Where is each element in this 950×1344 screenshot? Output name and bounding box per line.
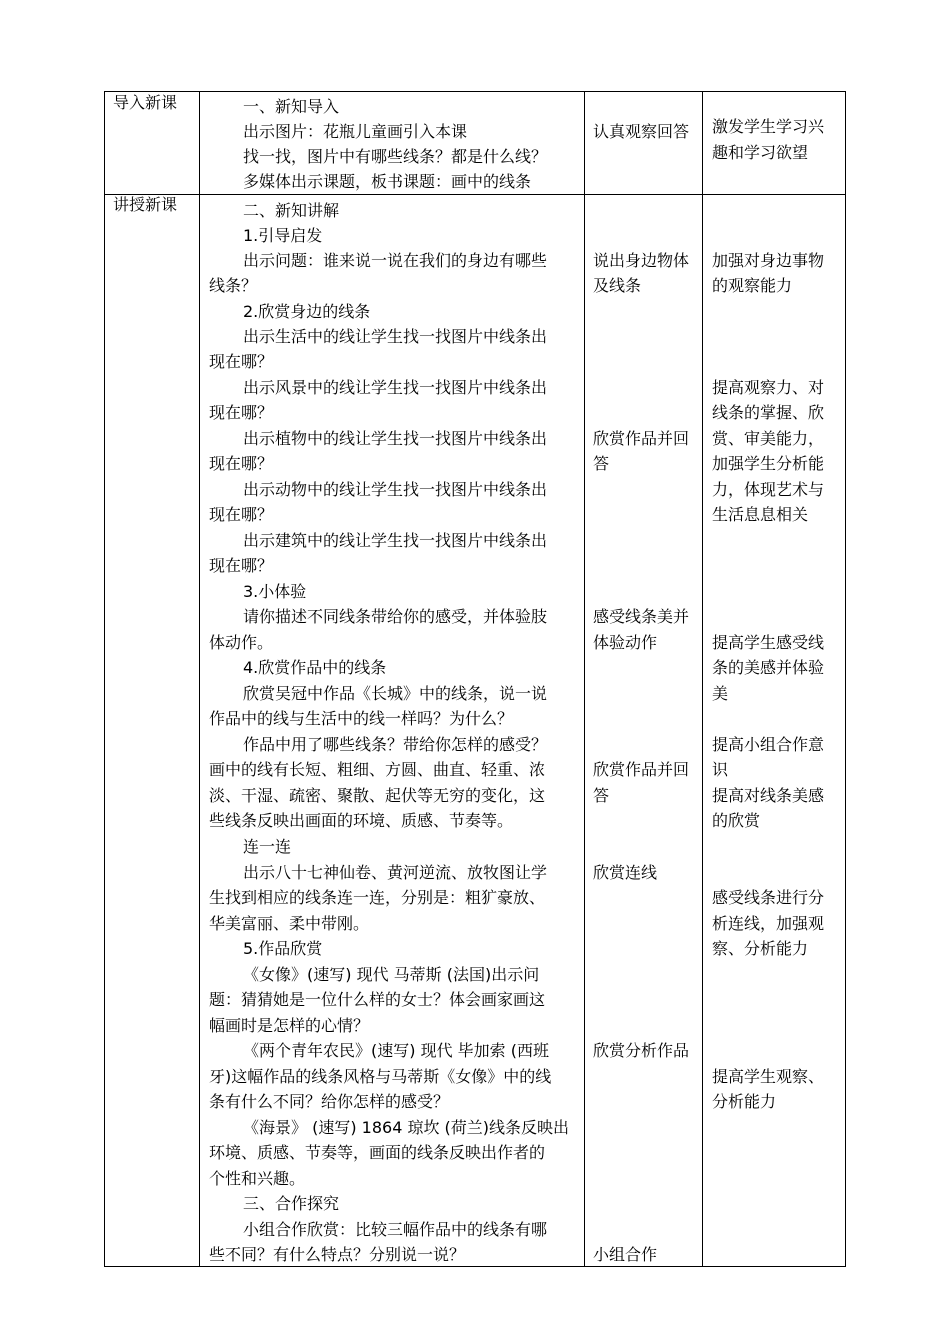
table-divider-3 — [702, 91, 703, 1267]
design-intent: 线条的掌握、欣 — [712, 403, 825, 422]
content-line: 小组合作欣赏：比较三幅作品中的线条有哪 — [243, 1220, 548, 1239]
design-intent: 感受线条进行分 — [712, 888, 825, 907]
design-intent: 提高学生观察、 — [712, 1067, 825, 1086]
table-border-right — [845, 91, 846, 1267]
content-line: 条有什么不同？给你怎样的感受？ — [209, 1092, 450, 1111]
student-activity: 认真观察回答 — [593, 122, 690, 141]
design-intent: 激发学生学习兴 — [712, 117, 825, 136]
design-intent: 加强学生分析能 — [712, 454, 825, 473]
student-activity: 小组合作 — [593, 1245, 658, 1264]
content-line: 出示风景中的线让学生找一找图片中线条出 — [243, 378, 548, 397]
content-line: 出示图片：花瓶儿童画引入本课 — [243, 122, 468, 141]
content-line: 找一找，图片中有哪些线条？都是什么线？ — [243, 147, 548, 166]
design-intent: 趣和学习欲望 — [712, 143, 809, 162]
content-line: 作品中的线与生活中的线一样吗？为什么？ — [209, 709, 514, 728]
design-intent: 分析能力 — [712, 1092, 777, 1111]
content-line: 题：猜猜她是一位什么样的女士？体会画家画这 — [209, 990, 546, 1009]
design-intent: 提高对线条美感 — [712, 786, 825, 805]
table-border-bottom — [104, 1266, 846, 1267]
content-line: 三、合作探究 — [243, 1194, 340, 1213]
content-line: 现在哪？ — [209, 352, 274, 371]
content-line: 出示八十七神仙卷、黄河逆流、放牧图让学 — [243, 863, 548, 882]
content-line: 4.欣赏作品中的线条 — [243, 658, 387, 677]
design-intent: 加强对身边事物 — [712, 251, 825, 270]
content-line: 现在哪？ — [209, 505, 274, 524]
content-line: 1.引导启发 — [243, 226, 323, 245]
student-activity: 说出身边物体 — [593, 251, 690, 270]
content-line: 出示问题：谁来说一说在我们的身边有哪些 — [243, 251, 548, 270]
student-activity: 答 — [593, 454, 610, 473]
design-intent: 美 — [712, 684, 729, 703]
design-intent: 力，体现艺术与 — [712, 480, 825, 499]
content-line: 多媒体出示课题，板书课题：画中的线条 — [243, 172, 532, 191]
design-intent: 提高小组合作意 — [712, 735, 825, 754]
content-line: 《海景》 (速写) 1864 琼坎 (荷兰)线条反映出 — [243, 1118, 570, 1137]
design-intent: 提高观察力、对 — [712, 378, 825, 397]
design-intent: 的欣赏 — [712, 811, 761, 830]
design-intent: 生活息息相关 — [712, 505, 809, 524]
student-activity: 欣赏作品并回 — [593, 429, 690, 448]
content-line: 出示建筑中的线让学生找一找图片中线条出 — [243, 531, 548, 550]
content-line: 作品中用了哪些线条？带给你怎样的感受？ — [243, 735, 548, 754]
table-divider-2 — [584, 91, 585, 1267]
student-activity: 体验动作 — [593, 633, 658, 652]
student-activity: 及线条 — [593, 276, 642, 295]
student-activity: 欣赏分析作品 — [593, 1041, 690, 1060]
content-line: 5.作品欣赏 — [243, 939, 323, 958]
content-line: 牙)这幅作品的线条风格与马蒂斯《女像》中的线 — [209, 1067, 552, 1086]
content-line: 线条？ — [209, 276, 258, 295]
content-line: 《女像》(速写) 现代 马蒂斯 (法国)出示问 — [243, 965, 540, 984]
content-line: 欣赏吴冠中作品《长城》中的线条，说一说 — [243, 684, 548, 703]
table-border-left — [104, 91, 105, 1267]
content-line: 2.欣赏身边的线条 — [243, 302, 371, 321]
content-line: 二、新知讲解 — [243, 201, 340, 220]
content-line: 出示动物中的线让学生找一找图片中线条出 — [243, 480, 548, 499]
design-intent: 提高学生感受线 — [712, 633, 825, 652]
content-line: 些不同？有什么特点？分别说一说？ — [209, 1245, 466, 1264]
content-line: 幅画时是怎样的心情？ — [209, 1016, 370, 1035]
content-line: 《两个青年农民》(速写) 现代 毕加索 (西班 — [243, 1041, 549, 1060]
content-line: 现在哪？ — [209, 403, 274, 422]
design-intent: 赏、审美能力， — [712, 429, 825, 448]
content-line: 一、新知导入 — [243, 97, 340, 116]
content-line: 环境、质感、节奏等，画面的线条反映出作者的 — [209, 1143, 546, 1162]
section-label: 导入新课 — [113, 93, 178, 112]
content-line: 出示植物中的线让学生找一找图片中线条出 — [243, 429, 548, 448]
design-intent: 析连线，加强观 — [712, 914, 825, 933]
content-line: 连一连 — [243, 837, 292, 856]
content-line: 现在哪？ — [209, 454, 274, 473]
student-activity: 欣赏作品并回 — [593, 760, 690, 779]
row-divider — [104, 194, 846, 195]
content-line: 请你描述不同线条带给你的感受，并体验肢 — [243, 607, 548, 626]
student-activity: 感受线条美并 — [593, 607, 690, 626]
content-line: 出示生活中的线让学生找一找图片中线条出 — [243, 327, 548, 346]
student-activity: 欣赏连线 — [593, 863, 658, 882]
content-line: 淡、干湿、疏密、聚散、起伏等无穷的变化，这 — [209, 786, 546, 805]
content-line: 个性和兴趣。 — [209, 1169, 306, 1188]
design-intent: 条的美感并体验 — [712, 658, 825, 677]
section-label: 讲授新课 — [113, 195, 178, 214]
table-divider-1 — [199, 91, 200, 1267]
design-intent: 识 — [712, 760, 729, 779]
design-intent: 的观察能力 — [712, 276, 793, 295]
student-activity: 答 — [593, 786, 610, 805]
table-border-top — [104, 91, 846, 92]
content-line: 现在哪？ — [209, 556, 274, 575]
content-line: 画中的线有长短、粗细、方圆、曲直、轻重、浓 — [209, 760, 546, 779]
content-line: 生找到相应的线条连一连，分别是：粗犷豪放、 — [209, 888, 546, 907]
content-line: 3.小体验 — [243, 582, 307, 601]
content-line: 些线条反映出画面的环境、质感、节奏等。 — [209, 811, 514, 830]
design-intent: 察、分析能力 — [712, 939, 809, 958]
content-line: 华美富丽、柔中带刚。 — [209, 914, 370, 933]
content-line: 体动作。 — [209, 633, 274, 652]
